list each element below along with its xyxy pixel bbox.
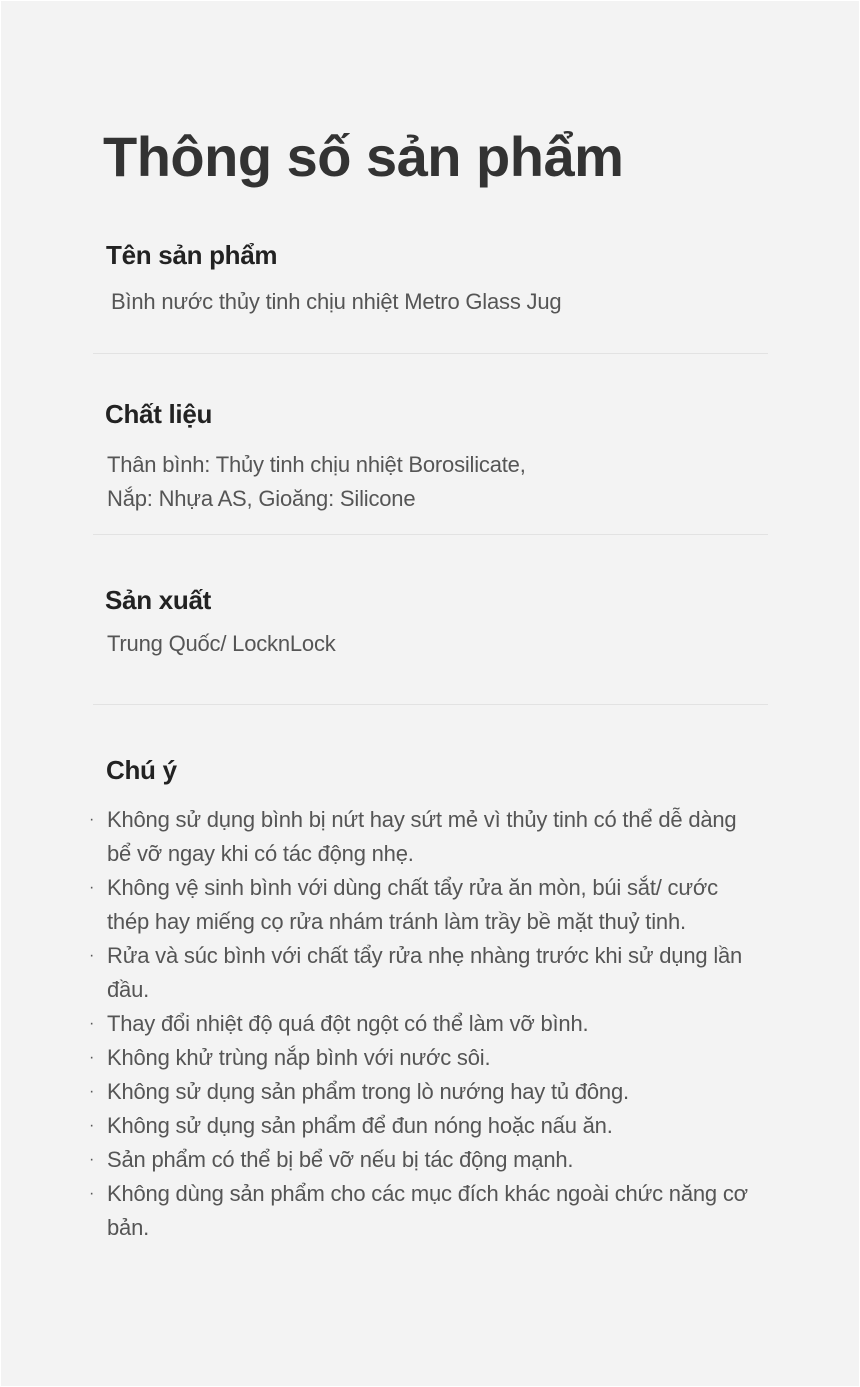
material-line-2: Nắp: Nhựa AS, Gioăng: Silicone [107, 486, 416, 511]
bullet-icon: · [89, 1185, 95, 1202]
divider [93, 534, 768, 535]
list-item [88, 1143, 758, 1177]
note-text: Không dùng sản phẩm cho các mục đích khác ngoài chức năng cơ bản. [107, 1181, 748, 1240]
list-item [88, 1109, 758, 1143]
note-text: Không sử dụng sản phẩm trong lò nướng hay tủ đông. [107, 1079, 629, 1104]
list-item [88, 1075, 758, 1109]
product-name-value: Bình nước thủy tinh chịu nhiệt Metro Glass Jug [111, 289, 562, 314]
material-heading: Chất liệu [105, 399, 213, 429]
list-item [88, 1177, 758, 1245]
list-item [88, 803, 758, 871]
bullet-icon: · [89, 811, 95, 828]
notes-heading: Chú ý [106, 755, 177, 785]
note-text: Thay đổi nhiệt độ quá đột ngột có thể làm vỡ bình. [107, 1011, 589, 1036]
list-item [88, 939, 758, 1007]
note-text: Không sử dụng bình bị nứt hay sứt mẻ vì thủy tinh có thể dễ dàng bể vỡ ngay khi có tác động nhẹ. [107, 807, 737, 866]
bullet-icon: · [89, 879, 95, 896]
note-text: Sản phẩm có thể bị bể vỡ nếu bị tác động mạnh. [107, 1147, 574, 1172]
note-text: Rửa và súc bình với chất tẩy rửa nhẹ nhàng trước khi sử dụng lần đầu. [107, 943, 743, 1002]
list-item [88, 1007, 758, 1041]
note-text: Không vệ sinh bình với dùng chất tẩy rửa ăn mòn, búi sắt/ cước thép hay miếng cọ rửa nhám tránh làm trầy bề mặt thuỷ tinh. [107, 875, 718, 934]
bullet-icon: · [89, 1049, 95, 1066]
divider [93, 704, 768, 705]
page-title: Thông số sản phẩm [103, 125, 624, 188]
origin-heading: Sản xuất [105, 585, 211, 615]
note-text: Không khử trùng nắp bình với nước sôi. [107, 1045, 491, 1070]
notes-list [88, 803, 758, 1245]
bullet-icon: · [89, 1151, 95, 1168]
bullet-icon: · [89, 1117, 95, 1134]
divider [93, 353, 768, 354]
list-item [88, 1041, 758, 1075]
material-line-1: Thân bình: Thủy tinh chịu nhiệt Borosilicate, [107, 452, 526, 477]
product-name-heading: Tên sản phẩm [106, 240, 278, 270]
bullet-icon: · [89, 1015, 95, 1032]
bullet-icon: · [89, 947, 95, 964]
list-item [88, 871, 758, 939]
note-text: Không sử dụng sản phẩm để đun nóng hoặc nấu ăn. [107, 1113, 613, 1138]
origin-value: Trung Quốc/ LocknLock [107, 631, 336, 656]
bullet-icon: · [89, 1083, 95, 1100]
